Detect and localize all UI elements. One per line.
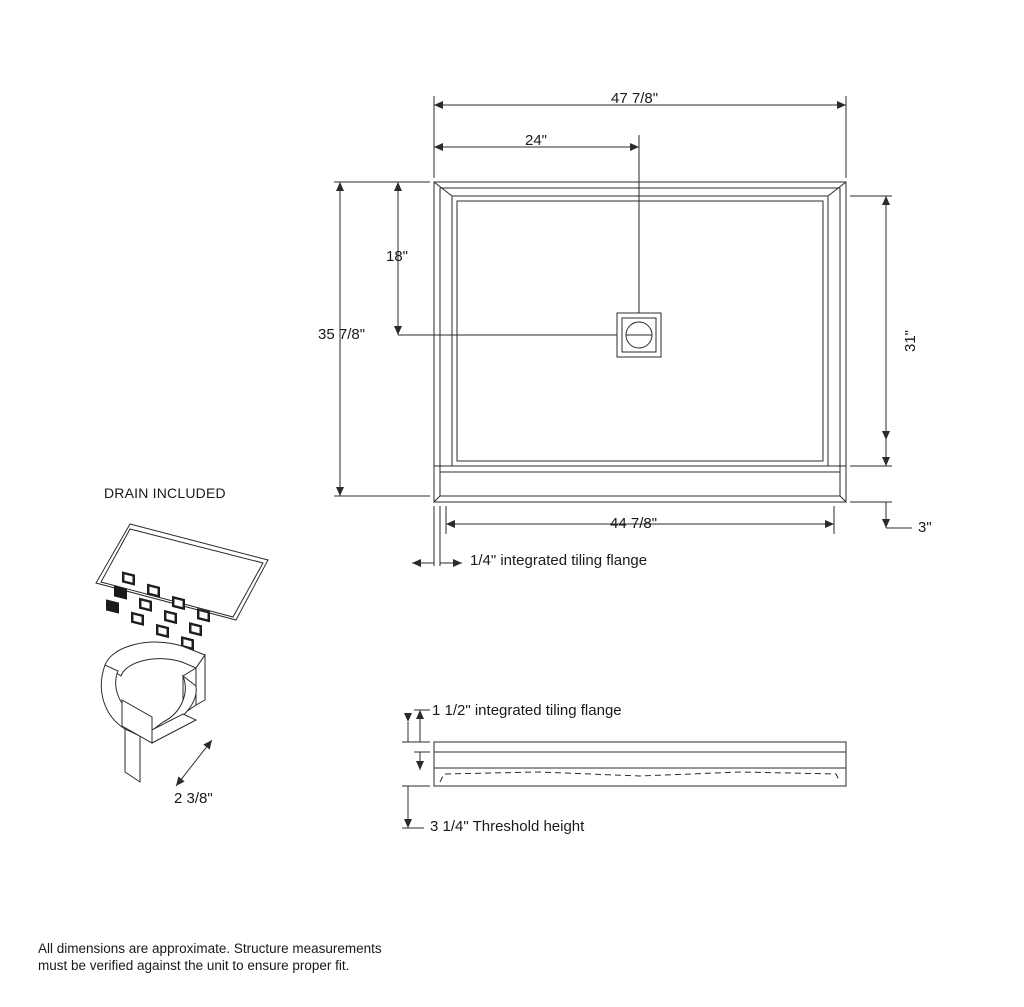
leader-quarter-inch-flange bbox=[412, 506, 462, 566]
dim-threshold-height bbox=[402, 722, 430, 828]
label-section-flange: 1 1/2" integrated tiling flange bbox=[432, 702, 622, 719]
section-view-outline bbox=[434, 742, 846, 786]
label-quarter-inch-flange: 1/4" integrated tiling flange bbox=[470, 552, 648, 569]
caption-drain-included: DRAIN INCLUDED bbox=[104, 485, 226, 501]
label-drain-offset-top: 18" bbox=[386, 248, 409, 265]
label-inner-width: 44 7/8" bbox=[610, 515, 658, 532]
footnote-line-1: All dimensions are approximate. Structure measurements bbox=[38, 941, 382, 956]
dim-threshold-band bbox=[850, 440, 912, 528]
footnote-line-2: must be verified against the unit to ensure proper fit. bbox=[38, 958, 350, 973]
label-drain-body-depth: 2 3/8" bbox=[174, 790, 213, 807]
label-drain-offset-left: 24" bbox=[525, 132, 548, 149]
dim-overall-width bbox=[434, 96, 846, 178]
dim-drain-body-depth bbox=[176, 740, 212, 786]
drain-body-illustration bbox=[101, 642, 205, 782]
label-threshold-band: 3" bbox=[918, 519, 932, 536]
label-threshold-height: 3 1/4" Threshold height bbox=[430, 818, 585, 835]
label-overall-width: 47 7/8" bbox=[611, 90, 659, 107]
drain-grate-illustration bbox=[96, 524, 268, 650]
label-overall-depth: 35 7/8" bbox=[318, 326, 366, 343]
label-inner-depth: 31" bbox=[902, 329, 919, 352]
drain-symbol-top-view bbox=[617, 313, 661, 357]
dim-inner-depth bbox=[850, 196, 892, 466]
dim-section-flange bbox=[414, 710, 430, 770]
